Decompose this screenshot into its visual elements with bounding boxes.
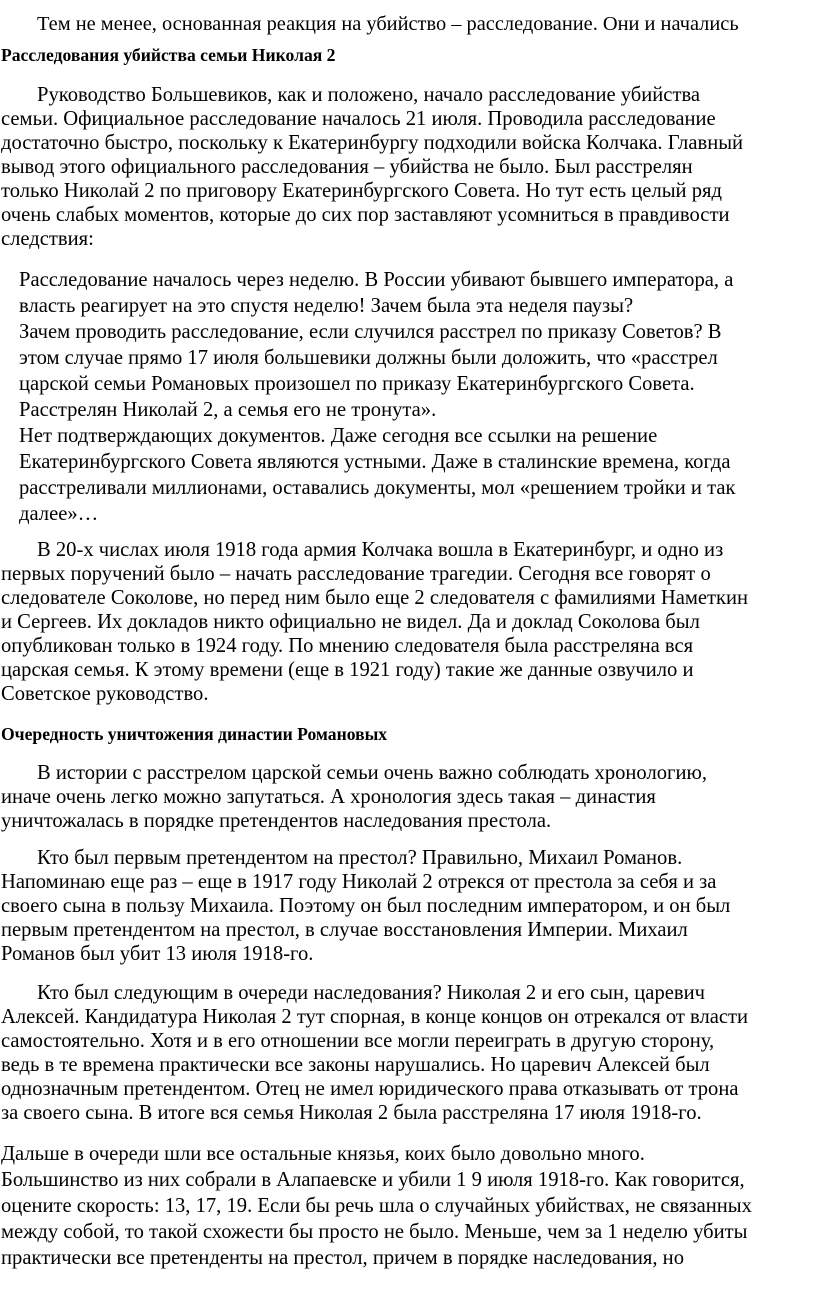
- paragraph-line: вывод этого официального расследования – убийства не было. Был расстрелян: [1, 156, 693, 178]
- paragraph-line: оцените скорость: 13, 17, 19. Если бы речь шла о случайных убийствах, не связанных: [1, 1195, 752, 1217]
- paragraph-line: В 20-х числах июля 1918 года армия Колчака вошла в Екатеринбург, и одно из: [37, 539, 724, 561]
- paragraph-line: В истории с расстрелом царской семьи очень важно соблюдать хронологию,: [37, 762, 708, 784]
- paragraph-line: за своего сына. В итоге вся семья Николая 2 была расстреляна 17 июля 1918-го.: [1, 1102, 702, 1124]
- list-item-line: далее»…: [19, 503, 99, 525]
- paragraph-line: Романов был убит 13 июля 1918-го.: [1, 943, 314, 965]
- paragraph-line: Советское руководство.: [1, 683, 209, 705]
- paragraph-line: уничтожалась в порядке претендентов наследования престола.: [1, 810, 552, 832]
- section-heading: Очередность уничтожения династии Романовых: [1, 724, 388, 744]
- paragraph-line: между собой, то такой схожести бы просто не было. Меньше, чем за 1 неделю убиты: [1, 1221, 748, 1243]
- paragraph-line: опубликован только в 1924 году. По мнению следователя была расстреляна вся: [1, 635, 694, 657]
- intro-line: Тем не менее, основанная реакция на убийство – расследование. Они и начались: [37, 13, 739, 35]
- paragraph-line: царская семья. К этому времени (еще в 1921 году) такие же данные озвучило и: [1, 659, 694, 681]
- paragraph-line: своего сына в пользу Михаила. Поэтому он был последним императором, и он был: [1, 895, 731, 917]
- list-item-line: расстреливали миллионами, оставались документы, мол «решением тройки и так: [19, 477, 736, 499]
- paragraph-line: ведь в те времена практически все законы нарушались. Но царевич Алексей был: [1, 1054, 710, 1076]
- list-item-line: этом случае прямо 17 июля большевики должны были доложить, что «расстрел: [19, 347, 718, 369]
- paragraph-line: семьи. Официальное расследование началось 21 июля. Проводила расследование: [1, 108, 716, 130]
- paragraph-line: очень слабых моментов, которые до сих пор заставляют усомниться в правдивости: [1, 204, 730, 226]
- paragraph-line: однозначным претендентом. Отец не имел юридического права отказывать от трона: [1, 1078, 739, 1100]
- paragraph-line: Дальше в очереди шли все остальные князья, коих было довольно много.: [1, 1143, 645, 1165]
- paragraph-line: следователе Соколове, но перед ним было еще 2 следователя с фамилиями Наметкин: [1, 587, 749, 609]
- paragraph-line: Руководство Большевиков, как и положено, начало расследование убийства: [37, 84, 701, 106]
- paragraph-line: только Николай 2 по приговору Екатеринбургского Совета. Но тут есть целый ряд: [1, 180, 722, 202]
- list-item-line: Зачем проводить расследование, если случился расстрел по приказу Советов? В: [19, 321, 722, 343]
- paragraph-line: следствия:: [1, 228, 94, 250]
- paragraph-line: Алексей. Кандидатура Николая 2 тут спорная, в конце концов он отрекался от власти: [1, 1006, 749, 1028]
- list-item-line: власть реагирует на это спустя неделю! Зачем была эта неделя паузы?: [19, 295, 634, 317]
- paragraph-line: достаточно быстро, поскольку к Екатеринбургу подходили войска Колчака. Главный: [1, 132, 744, 154]
- paragraph-line: Напоминаю еще раз – еще в 1917 году Николай 2 отрекся от престола за себя и за: [1, 871, 717, 893]
- list-item-line: Нет подтверждающих документов. Даже сегодня все ссылки на решение: [19, 425, 658, 447]
- paragraph-line: первых поручений было – начать расследование трагедии. Сегодня все говорят о: [1, 563, 711, 585]
- paragraph-line: самостоятельно. Хотя и в его отношении все могли переиграть в другую сторону,: [1, 1030, 715, 1052]
- paragraph-line: практически все претенденты на престол, причем в порядке наследования, но: [1, 1247, 684, 1269]
- paragraph-line: Большинство из них собрали в Алапаевске и убили 1 9 июля 1918-го. Как говорится,: [1, 1169, 745, 1191]
- list-item-line: Расстрелян Николай 2, а семья его не тронута».: [19, 399, 437, 421]
- list-item-line: Екатеринбургского Совета являются устными. Даже в сталинские времена, когда: [19, 451, 731, 473]
- section-heading: Расследования убийства семьи Николая 2: [1, 45, 336, 65]
- paragraph-line: первым претендентом на престол, в случае восстановления Империи. Михаил: [1, 919, 688, 941]
- paragraph-line: Кто был первым претендентом на престол? Правильно, Михаил Романов.: [37, 847, 683, 869]
- paragraph-line: иначе очень легко можно запутаться. А хронология здесь такая – династия: [1, 786, 656, 808]
- list-item-line: царской семьи Романовых произошел по приказу Екатеринбургского Совета.: [19, 373, 695, 395]
- paragraph-line: и Сергеев. Их докладов никто официально не видел. Да и доклад Соколова был: [1, 611, 700, 633]
- list-item-line: Расследование началось через неделю. В России убивают бывшего императора, а: [19, 269, 734, 291]
- paragraph-line: Кто был следующим в очереди наследования? Николая 2 и его сын, царевич: [37, 982, 705, 1004]
